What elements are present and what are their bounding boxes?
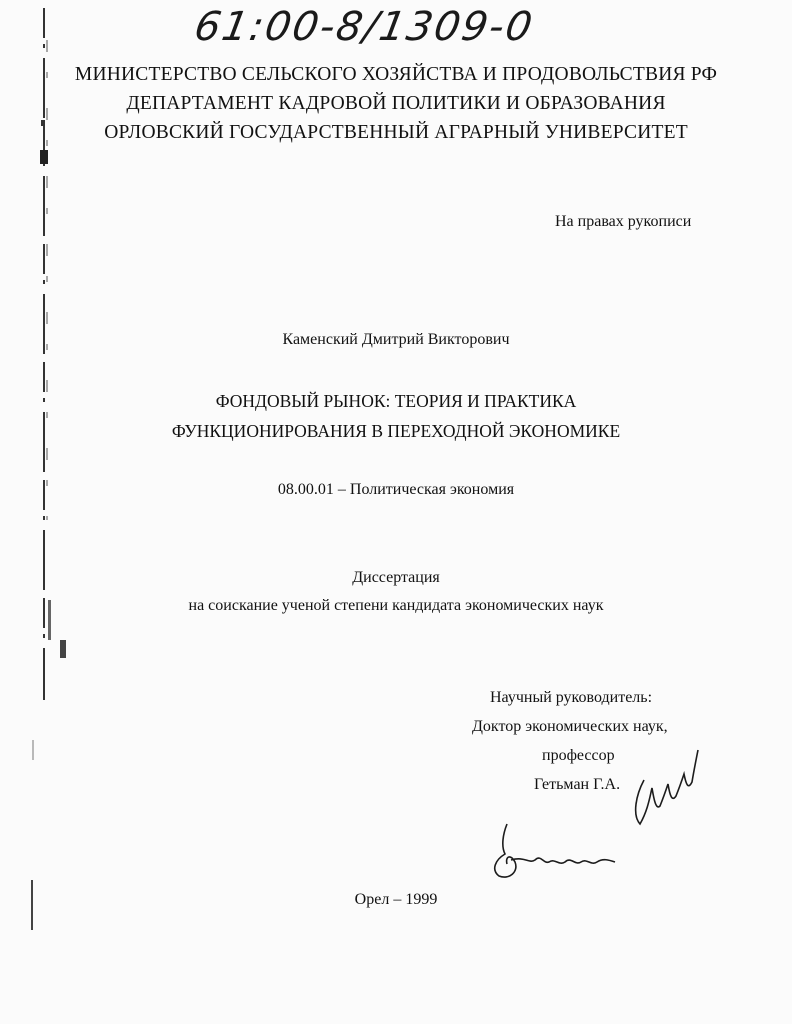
department-name: ДЕПАРТАМЕНТ КАДРОВОЙ ПОЛИТИКИ И ОБРАЗОВАНИЯ xyxy=(126,93,666,114)
ministry-name: МИНИСТЕРСТВО СЕЛЬСКОГО ХОЗЯЙСТВА И ПРОДОВОЛЬСТВИЯ РФ xyxy=(74,64,718,85)
supervisor-signature xyxy=(626,740,706,830)
city-year: Орел – 1999 xyxy=(354,891,438,908)
thesis-title-line2: ФУНКЦИОНИРОВАНИЯ В ПЕРЕХОДНОЙ ЭКОНОМИКЕ xyxy=(171,421,621,441)
scan-edge-marks xyxy=(0,0,70,1024)
archive-number: 61:00-8/1309-0 xyxy=(190,4,538,50)
thesis-title-line1: ФОНДОВЫЙ РЫНОК: ТЕОРИЯ И ПРАКТИКА xyxy=(215,391,577,411)
university-name: ОРЛОВСКИЙ ГОСУДАРСТВЕННЫЙ АГРАРНЫЙ УНИВЕРСИТЕТ xyxy=(104,122,688,143)
specialty-code: 08.00.01 – Политическая экономия xyxy=(277,481,515,498)
supervisor-label: Научный руководитель: xyxy=(490,689,653,706)
supervisor-degree: Доктор экономических наук, xyxy=(472,718,668,735)
degree-purpose: на соискание ученой степени кандидата экономических наук xyxy=(188,597,604,614)
dissertation-label: Диссертация xyxy=(352,569,440,586)
supervisor-name: Гетьман Г.А. xyxy=(534,776,621,793)
author-name: Каменский Дмитрий Викторович xyxy=(282,331,510,348)
author-signature xyxy=(485,820,620,885)
supervisor-rank: профессор xyxy=(542,747,615,764)
manuscript-note: На правах рукописи xyxy=(555,213,692,230)
